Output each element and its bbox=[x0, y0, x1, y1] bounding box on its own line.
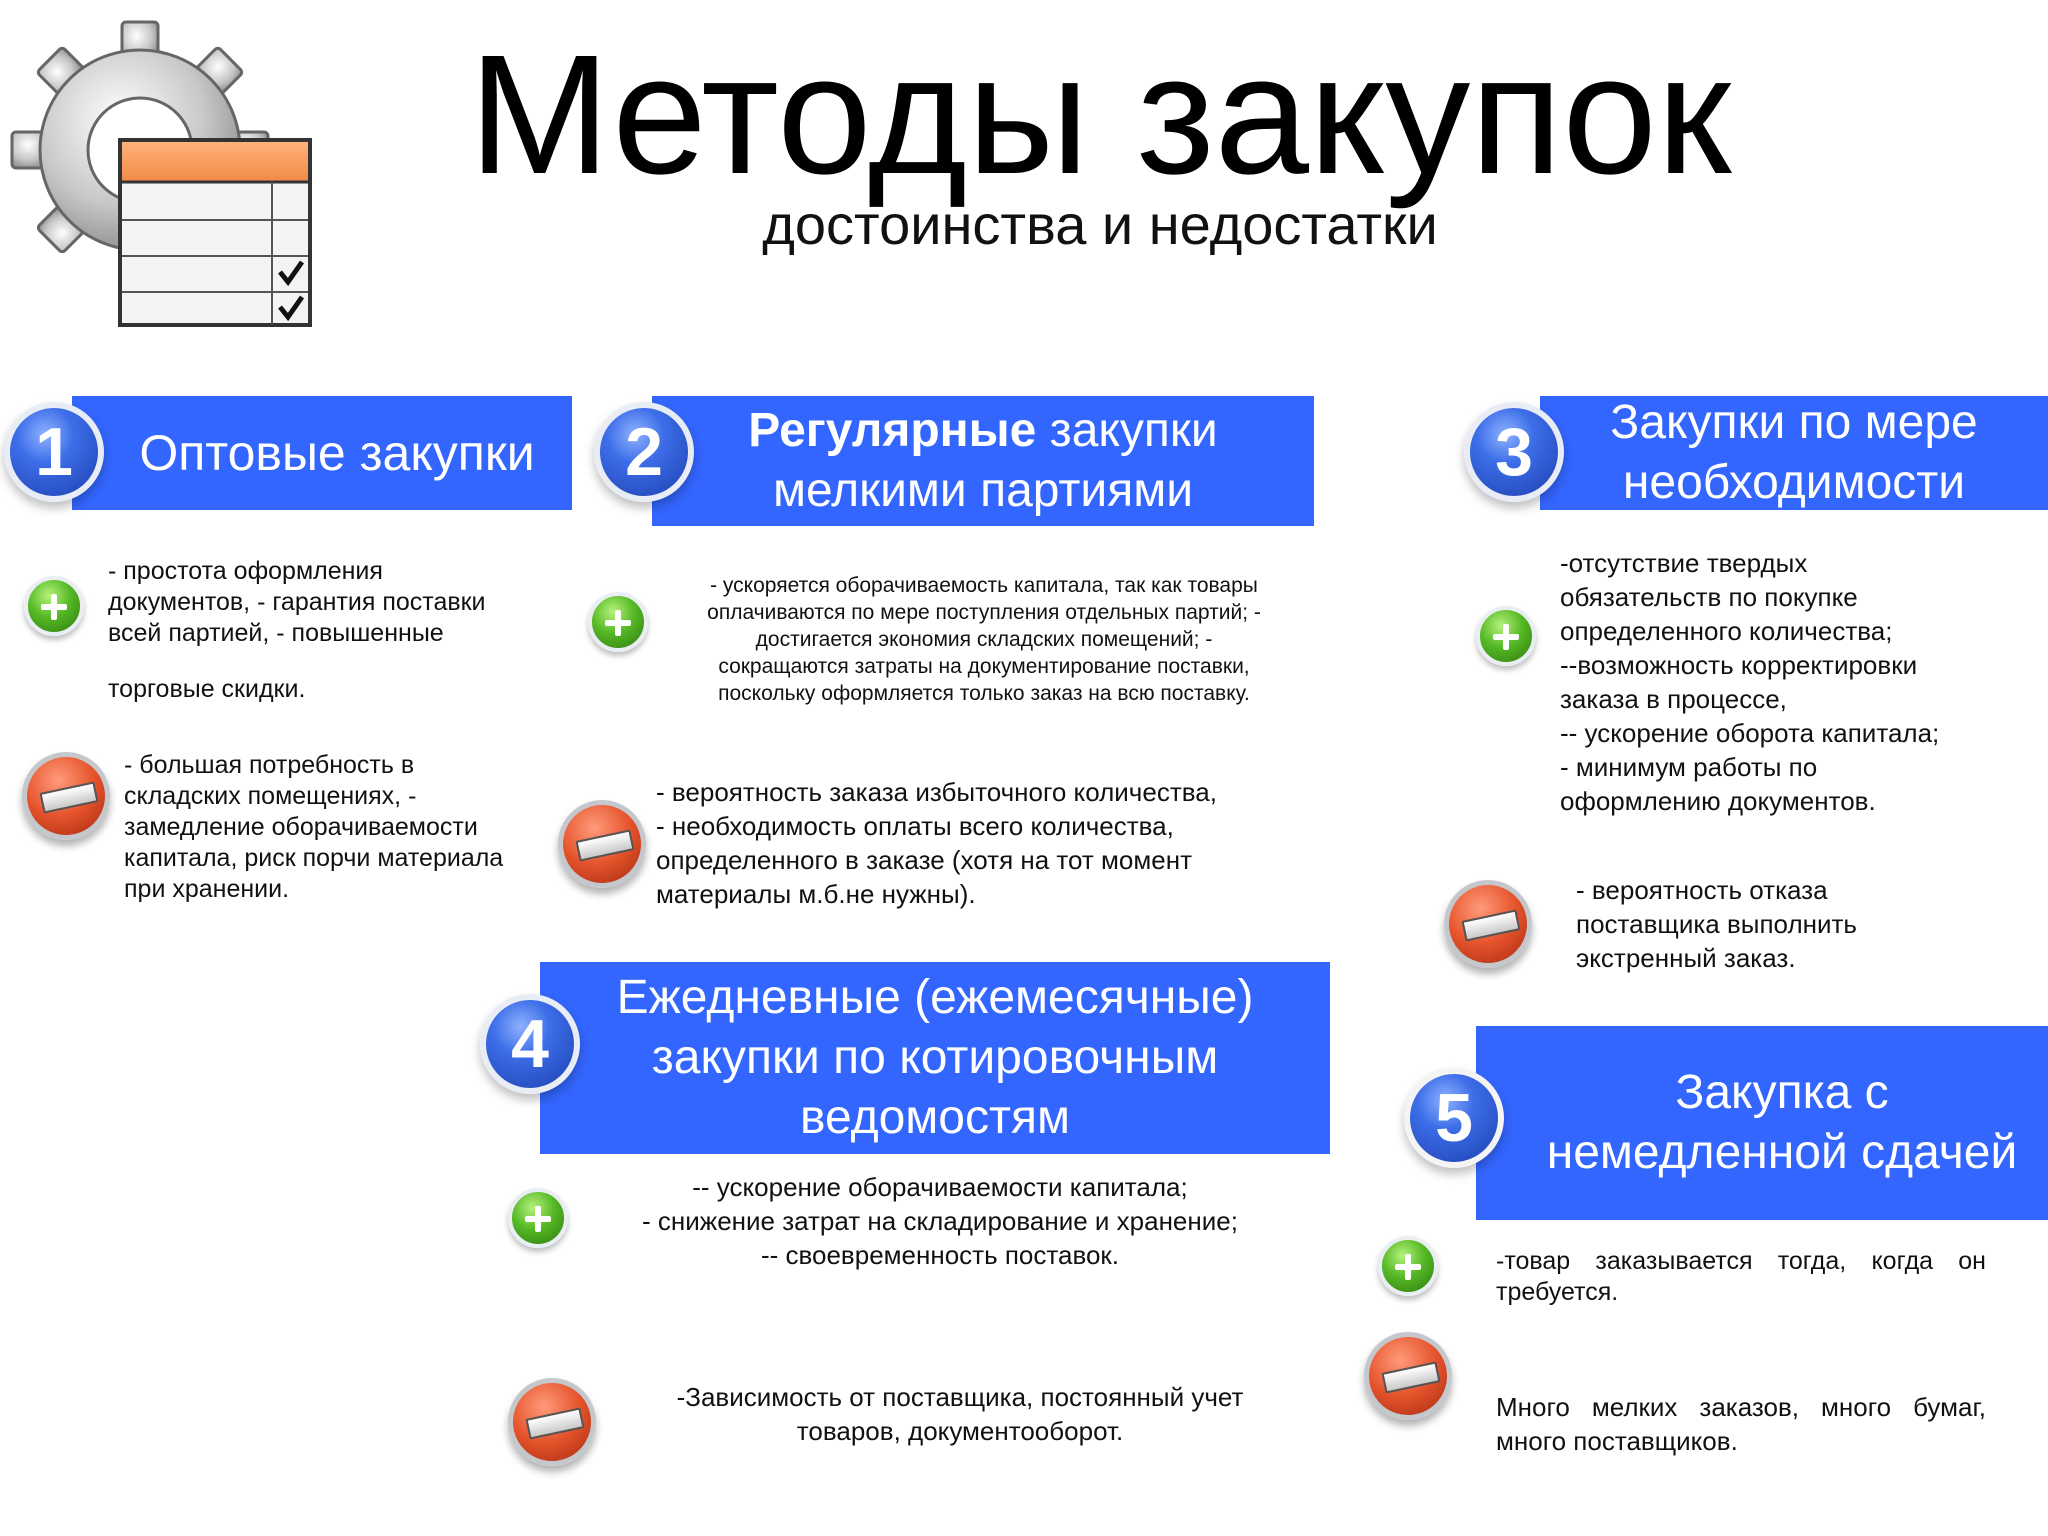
method-4-title-line1: Ежедневные (ежемесячные) bbox=[616, 971, 1254, 1024]
method-4-number-badge: 4 bbox=[480, 994, 580, 1094]
method-1-banner bbox=[72, 396, 572, 510]
method-3-cons-minus-icon bbox=[1444, 880, 1532, 968]
method-1-cons-minus-icon bbox=[22, 752, 110, 840]
method-3-pros-plus-icon bbox=[1476, 606, 1536, 666]
method-1-number-badge: 1 bbox=[4, 402, 104, 502]
method-5-cons-minus-icon bbox=[1364, 1332, 1452, 1420]
page-subtitle: достоинства и недостатки bbox=[762, 193, 1438, 256]
method-2-title-line1: Регулярные закупки bbox=[748, 404, 1218, 457]
method-3-cons-text: - вероятность отказа поставщика выполнить экстренный заказ. bbox=[1576, 875, 1857, 973]
method-2-cons-text: - вероятность заказа избыточного количества, - необходимость оплаты всего количества, определенного в заказе (хотя на тот момент материалы м.б.не нужны). bbox=[656, 777, 1217, 909]
method-1-pros-text: - простота оформления документов, - гарантия поставки всей партией, - повышенные торговые скидки. bbox=[108, 557, 486, 703]
method-4-title-line3: ведомостям bbox=[800, 1091, 1070, 1144]
method-4-pros-text: -- ускорение оборачиваемости капитала; - снижение затрат на складирование и хранение; -- своевременность поставок. bbox=[642, 1172, 1238, 1270]
method-4-cons-text: -Зависимость от поставщика, постоянный учет товаров, документооборот. bbox=[676, 1382, 1244, 1446]
checklist-icon bbox=[120, 140, 310, 325]
method-5-banner bbox=[1476, 1026, 2048, 1220]
method-2-pros-text: - ускоряется оборачиваемость капитала, так как товары оплачиваются по мере поступления отдельных партий; - достигается экономия складских помещений; - сокращаются затраты на документирование поставки, поскольку оформляется только заказ на всю поставку. bbox=[707, 574, 1261, 705]
method-4-pros-plus-icon bbox=[508, 1188, 568, 1248]
method-5-title-line2: немедленной сдачей bbox=[1546, 1126, 2018, 1179]
method-1-cons-text: - большая потребность в складских помещениях, - замедление оборачиваемости капитала, риск порчи материала при хранении. bbox=[124, 751, 504, 903]
method-5-pros-plus-icon bbox=[1378, 1236, 1438, 1296]
method-2-pros-plus-icon bbox=[588, 592, 648, 652]
method-3-title-line1: Закупки по мере bbox=[1610, 396, 1978, 449]
method-3-number-badge: 3 bbox=[1464, 402, 1564, 502]
method-5-title-line1: Закупка с bbox=[1675, 1066, 1889, 1119]
method-5-number-badge: 5 bbox=[1404, 1068, 1504, 1168]
method-2-title-line2: мелкими партиями bbox=[773, 464, 1193, 517]
method-3-banner bbox=[1540, 396, 2048, 510]
method-2-banner bbox=[652, 396, 1314, 526]
method-1-pros-plus-icon bbox=[24, 576, 84, 636]
method-3-title-line2: необходимости bbox=[1622, 456, 1966, 509]
gear-checklist-logo bbox=[0, 10, 330, 330]
method-4-banner bbox=[540, 962, 1330, 1154]
page-title: Методы закупок bbox=[468, 20, 1732, 210]
method-5-pros-text: -товар заказывается тогда, когда он требуется. bbox=[1496, 1247, 1986, 1306]
method-2-cons-minus-icon bbox=[558, 800, 646, 888]
method-5-cons-text: Много мелких заказов, много бумаг, много поставщиков. bbox=[1496, 1392, 1986, 1456]
method-4-cons-minus-icon bbox=[508, 1378, 596, 1466]
method-2-number-badge: 2 bbox=[594, 402, 694, 502]
method-4-title-line2: закупки по котировочным bbox=[651, 1031, 1219, 1084]
method-3-pros-text: -отсутствие твердых обязательств по покупке определенного количества; --возможность корректировки заказа в процессе, -- ускорение оборота капитала; - минимум работы по оформлению документов. bbox=[1560, 548, 1940, 816]
method-1-title: Оптовые закупки bbox=[139, 425, 535, 481]
